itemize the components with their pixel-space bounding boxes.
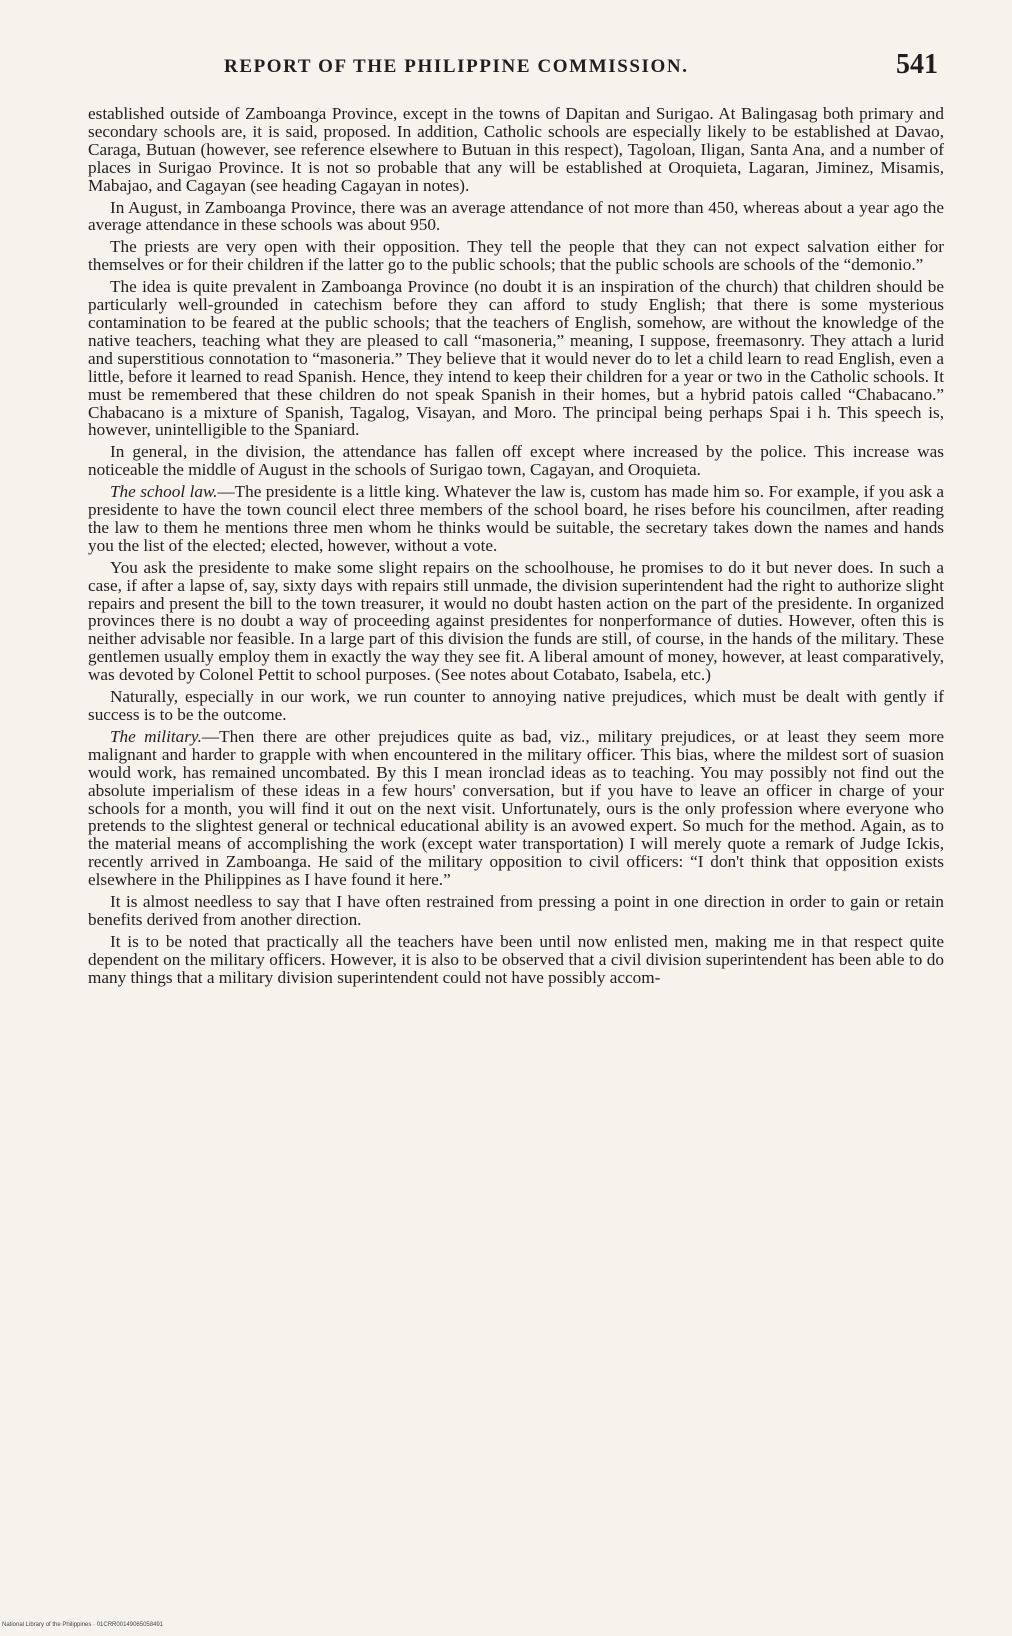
section-heading-school-law: The school law.: [110, 482, 218, 502]
paragraph: The idea is quite prevalent in Zamboanga Province (no doubt it is an inspiration of the church) that children should be particularly well-grounded in catechism before they can afford to study English; that there is some mysterious contamination to be feared at the public schools; that the teachers of English, somehow, are without the knowledge of the native teachers, teaching what they are pleased to call “masoneria,” meaning, I suppose, freemasonry. They attach a lurid and superstitious connotation to “masoneria.” They believe that it would never do to let a child learn to read English, even a little, before it learned to read Spanish. Hence, they intend to keep their children for a year or two in the Catholic schools. It must be remembered that these children do not speak Spanish in their homes, but a hybrid patois called “Chabacano.” Chabacano is a mixture of Spanish, Tagalog, Visayan, and Moro. The principal being perhaps Spai i h. This speech is, however, unintelligible to the Spaniard.: [88, 277, 944, 440]
running-head: REPORT OF THE PHILIPPINE COMMISSION.: [224, 56, 689, 77]
paragraph: In general, in the division, the attendance has fallen off except where increased by the police. This increase was noticeable the middle of August in the schools of Surigao town, Cagayan, and Oroquieta.: [88, 442, 944, 480]
paragraph-text: —The presidente is a little king. Whatever the law is, custom has made him so. For example, if you ask a presidente to have the town council elect three members of the school board, he rises before his councilmen, after reading the law to them he mentions three men whom he thinks would be suitable, the secretary takes down the names and hands you the list of the elected; elected, however, without a vote.: [88, 482, 944, 555]
page-number: 541: [896, 49, 938, 80]
paragraph: established outside of Zamboanga Province, except in the towns of Dapitan and Surigao. At Balingasag both primary and secondary schools are, it is said, proposed. In addition, Catholic schools are especially likely to be established at Davao, Caraga, Butuan (however, see reference elsewhere to Butuan in this respect), Tagoloan, Iligan, Santa Ana, and a number of places in Surigao Province. It is not so probable that any will be established at Oroquieta, Lagaran, Jiminez, Misamis, Mabajao, and Cagayan (see heading Cagayan in notes).: [88, 104, 944, 195]
paragraph: You ask the presidente to make some slight repairs on the schoolhouse, he promises to do it but never does. In such a case, if after a lapse of, say, sixty days with repairs still unmade, the division superintendent had the right to authorize slight repairs and present the bill to the town treasurer, it would no doubt hasten action on the part of the presidente. In organized provinces there is no doubt a way of proceeding against presidentes for nonperformance of duties. However, often this is neither advisable nor feasible. In a large part of this division the funds are still, of course, in the hands of the military. These gentlemen usually employ them in exactly the way they see fit. A liberal amount of money, however, at least comparatively, was devoted by Colonel Pettit to school purposes. (See notes about Cotabato, Isabela, etc.): [88, 557, 944, 685]
paragraph: It is almost needless to say that I have often restrained from pressing a point in one direction in order to gain or retain benefits derived from another direction.: [88, 892, 944, 929]
page-header: [88, 46, 944, 86]
paragraph: Naturally, especially in our work, we run counter to annoying native prejudices, which must be dealt with gently if success is to be the outcome.: [88, 687, 944, 724]
paragraph: The priests are very open with their opposition. They tell the people that they can not expect salvation either for themselves or for their children if the latter go to the public schools; that the public schools are schools of the “demonio.”: [88, 237, 944, 275]
paragraph-military: [88, 728, 944, 889]
section-heading-military: The military.: [110, 726, 202, 746]
paragraph: In August, in Zamboanga Province, there was an average attendance of not more than 450, whereas about a year ago the average attendance in these schools was about 950.: [88, 197, 944, 235]
paragraph-text: —Then there are other prejudices quite as bad, viz., military prejudices, or at least they seem more malignant and harder to grapple with when encountered in the military officer. This bias, where the mildest sort of suasion would work, has remained uncombated. By this I mean ironclad ideas as to teaching. You may possibly not find out the absolute imperialism of these ideas in a few hours' conversation, but if you have to leave an officer in charge of your schools for a month, you will find it out on the next visit. Unfortunately, ours is the only profession where everyone who pretends to the slightest general or technical educational ability is an avowed expert. So much for the method. Again, as to the material means of accomplishing the work (except water transportation) I will merely quote a remark of Judge Ickis, recently arrived in Zamboanga. He said of the military opposition to civil officers: “I don't think that opposition exists elsewhere in the Philippines as I have found it here.”: [88, 726, 945, 890]
paragraph-school-law: [88, 483, 944, 555]
paragraph: It is to be noted that practically all the teachers have been until now enlisted men, making me in that respect quite dependent on the military officers. However, it is also to be observed that a civil division superintendent has been able to do many things that a military division superintendent could not have possibly accom-: [88, 931, 944, 987]
archive-stamp: National Library of the Philippines · 01CRR00149065058491: [2, 1622, 164, 1628]
body-text: [88, 105, 944, 991]
